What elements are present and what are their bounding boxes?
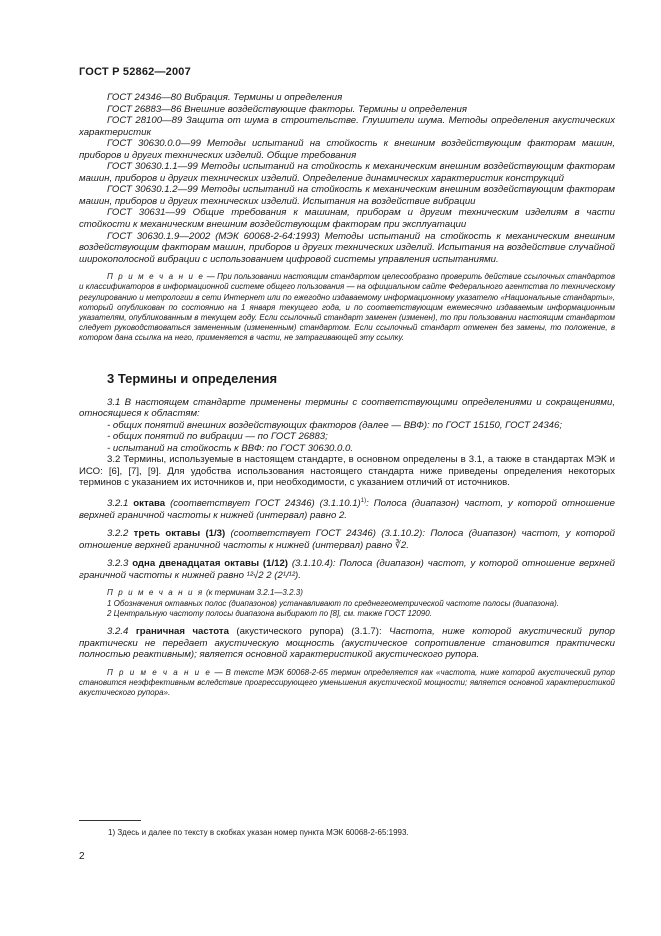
term-source: (соответствует ГОСТ 24346) (3.1.10.1) [170, 498, 361, 510]
list-item: - общих понятий по вибрации — по ГОСТ 26883; [107, 431, 328, 443]
note-text: — При пользовании настоящим стандартом целесообразно проверить действие ссылочных стандартов и классификаторов в информационной системе общего пользования — на официальном сайте Федерального агентства по техническому регулированию и метрологии в сети Интернет или по ежегодно издаваемому информационному указателю «Национальные стандарты», который опубликован по состоянию на 1 января текущего года, и по соответствующим ежемесячно издаваемым информационным указателям, опубликованным в текущем году. Если ссылочный стандарт заменен (изменен), то при пользовании настоящим стандартом следует руководствоваться замененным (измененным) стандартом. Если ссылочный стандарт отменен без замены, то положение, в котором дана ссылка на него, применяется в части, не затрагивающей эту ссылку. [79, 272, 615, 343]
term-3-2-4 [79, 626, 615, 661]
ref-item: ГОСТ 30630.1.9—2002 (МЭК 60068-2-64:1993) Методы испытаний на стойкость к механическим внешним воздействующим факторам машин, приборов и других технических изделий. Испытания на воздействие случайной широкополосной вибрации с использованием цифровой системы управления испытаниями. [79, 230, 615, 265]
term-source: (акустического рупора) (3.1.7): [228, 626, 390, 638]
term-3-2-2 [79, 528, 615, 551]
list-item: - общих понятий внешних воздействующих факторов (далее — ВВФ): по ГОСТ 15150, ГОСТ 24346; [107, 419, 563, 431]
ref-item: ГОСТ 28100—89 Защита от шума в строительстве. Глушители шума. Методы определения акустических характеристик [79, 115, 615, 138]
note-referencing [79, 272, 615, 343]
footnote-rule [79, 820, 141, 821]
term-3-2-1 [79, 496, 615, 521]
note-text: — В тексте МЭК 60068-2-65 термин определяется как «частота, ниже которой акустический рупор становится неэффективным вследствие прогрессирующего уменьшения акустической мощности; является основной характеристикой акустического рупора». [79, 667, 615, 698]
term-name: октава [133, 498, 166, 510]
paragraph-3-2: 3.2 Термины, используемые в настоящем стандарте, в основном определены в 3.1, а также в стандартах МЭК и ИСО: [6], [7], [9]. Для удобства использования настоящего стандарта ниже приведены определения некоторых терминов с указанием их источников и, при необходимости, с указанием отличий от источников. [79, 454, 615, 489]
paragraph-3-1: 3.1 В настоящем стандарте применены термины с соответствующими определениями и сокращениями, относящиеся к областям: [79, 396, 615, 420]
ref-item: ГОСТ 30630.1.2—99 Методы испытаний на стойкость к механическим внешним воздействующим факторам машин, приборов и других технических изделий. Испытания на воздействие вибрации [79, 184, 615, 207]
term-number: 3.2.1 [107, 498, 129, 510]
note-label: П р и м е ч а н и е [107, 667, 212, 677]
document-header: ГОСТ Р 52862—2007 [79, 66, 191, 78]
note-horn [79, 668, 615, 699]
term-definition: (3.1.10.4): Полоса (диапазон) частот, у которой отношение верхней граничной частоты к нижней равно ¹²√2 2 (2¹/¹²). [79, 558, 615, 581]
term-source: (соответствует ГОСТ 24346) (3.1.10.2): Полоса (диапазон) частот, у которой отношение верхней граничной частоты к нижней [79, 528, 615, 551]
ref-item: ГОСТ 26883—86 Внешние воздействующие факторы. Термины и определения [107, 103, 467, 115]
notes-terms [79, 588, 615, 598]
notes-head: (к терминам 3.2.1—3.2.3) [203, 588, 303, 598]
term-definition: : Полоса (диапазон) частот, у которой отношение верхней граничной частоты к нижней (интервал) равно 2. [79, 498, 615, 521]
term-definition: Частота, ниже которой акустический рупор практически не передает акустическую мощность (акустическое сопротивление становится практически полностью реактивным); является основной характеристикой акустического рупора. [79, 626, 616, 661]
section-title: 3 Термины и определения [107, 370, 278, 386]
term-3-2-3 [79, 558, 615, 581]
ref-item: ГОСТ 30630.0.0—99 Методы испытаний на стойкость к внешним воздействующим факторам машин, приборов и других технических изделий. Общие требования [79, 138, 615, 161]
ref-item: ГОСТ 30631—99 Общие требования к машинам, приборам и другим техническим изделиям в части стойкости к механическим внешним воздействующим факторам при эксплуатации [79, 207, 615, 231]
term-definition: (интервал) равно ∛2. [309, 539, 409, 551]
term-name: треть октавы (1/3) [133, 528, 226, 540]
notes-label: П р и м е ч а н и я [107, 588, 204, 598]
term-number: 3.2.3 [107, 558, 129, 570]
note-item: 2 Центральную частоту полосы диапазона выбирают по [8], см. также ГОСТ 12090. [107, 608, 432, 618]
note-label: П р и м е ч а н и е [107, 272, 205, 282]
ref-item: ГОСТ 24346—80 Вибрация. Термины и определения [107, 92, 343, 103]
term-name: граничная частота [135, 626, 229, 638]
footnote: 1) Здесь и далее по тексту в скобках указан номер пункта МЭК 60068-2-65:1993. [108, 828, 409, 837]
list-item: - испытаний на стойкость к ВВФ: по ГОСТ 30630.0.0. [107, 442, 354, 454]
term-number: 3.2.2 [107, 528, 129, 540]
ref-item: ГОСТ 30630.1.1—99 Методы испытаний на стойкость к механическим внешним воздействующим факторам машин, приборов и других технических изделий. Определение динамических характеристик конструкций [79, 161, 615, 184]
note-item: 1 Обозначения октавных полос (диапазонов) устанавливают по среднегеометрической частоте полосы (диапазона). [107, 598, 559, 608]
footnote-ref: 1) [360, 498, 367, 504]
document-body [79, 92, 615, 698]
page-number: 2 [79, 851, 85, 862]
term-number: 3.2.4 [107, 626, 129, 638]
term-name: одна двенадцатая октавы (1/12) [132, 558, 288, 570]
